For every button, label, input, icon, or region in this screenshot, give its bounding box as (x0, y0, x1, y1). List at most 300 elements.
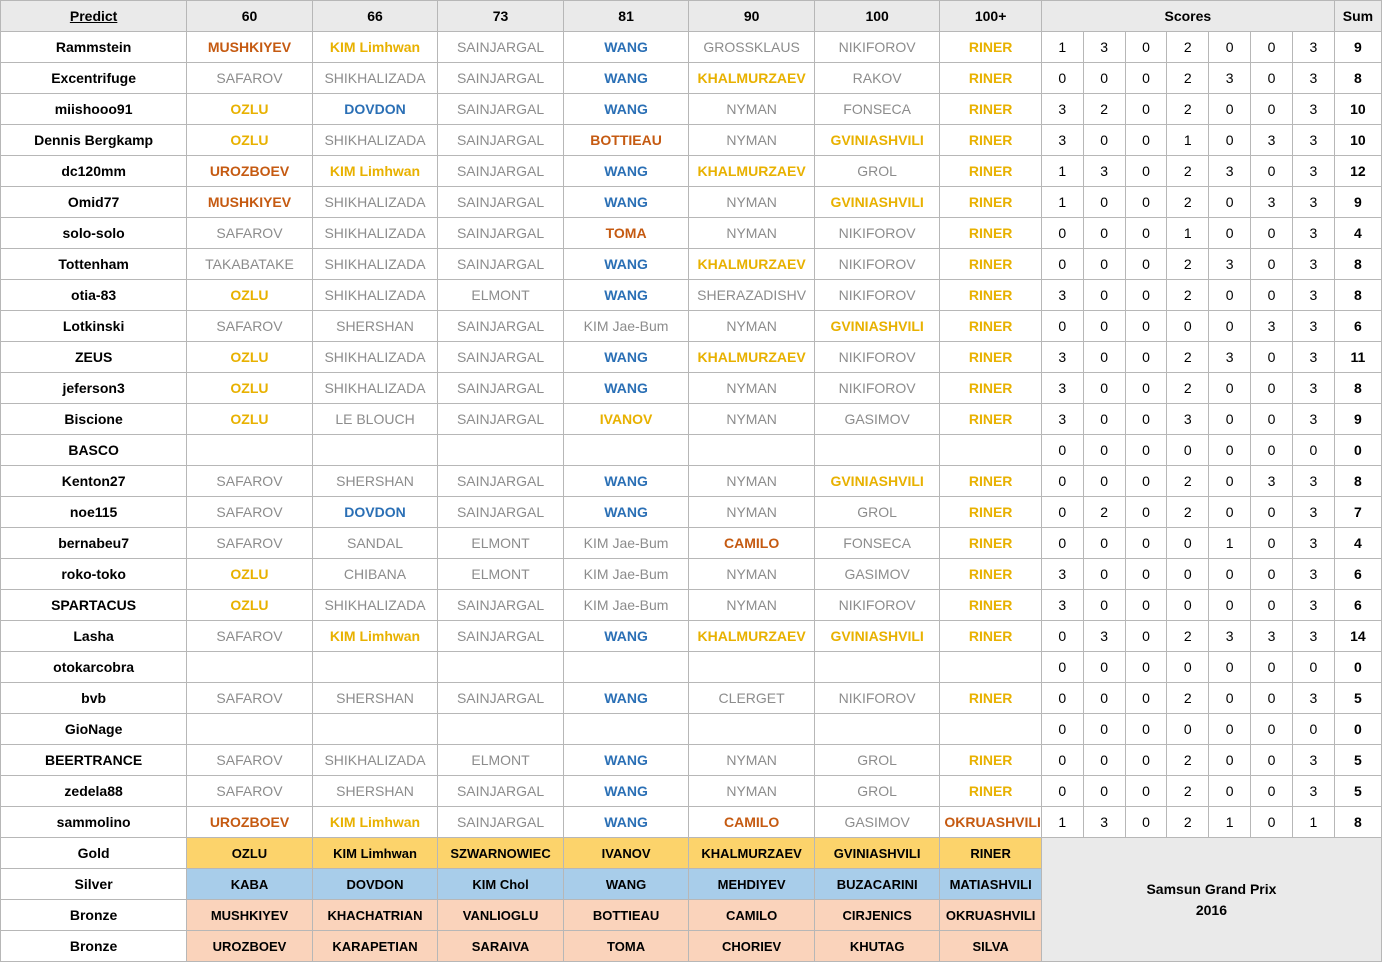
pick-cell: NYMAN (689, 94, 815, 125)
score-cell: 0 (1041, 683, 1083, 714)
score-cell: 1 (1041, 807, 1083, 838)
sum-cell: 10 (1334, 94, 1381, 125)
score-cell: 1 (1209, 528, 1251, 559)
pick-cell: WANG (563, 63, 689, 94)
score-cell: 3 (1292, 342, 1334, 373)
pick-cell: RINER (940, 373, 1041, 404)
table-row (1, 528, 1382, 559)
player-name: Lotkinski (1, 311, 187, 342)
medalist-cell: BOTTIEAU (563, 900, 689, 931)
table-row (1, 32, 1382, 63)
pick-cell: OKRUASHVILI (940, 807, 1041, 838)
pick-cell: ELMONT (438, 745, 564, 776)
score-cell: 0 (1041, 621, 1083, 652)
pick-cell: RINER (940, 528, 1041, 559)
medalist-cell: KABA (187, 869, 313, 900)
pick-cell: RINER (940, 683, 1041, 714)
score-cell: 3 (1041, 373, 1083, 404)
pick-cell: SAINJARGAL (438, 466, 564, 497)
pick-cell (814, 435, 940, 466)
score-cell: 1 (1209, 807, 1251, 838)
pick-cell: RINER (940, 621, 1041, 652)
table-row (1, 621, 1382, 652)
score-cell: 3 (1292, 559, 1334, 590)
score-cell: 0 (1209, 280, 1251, 311)
header-weight-60: 60 (187, 1, 313, 32)
sum-cell: 8 (1334, 466, 1381, 497)
score-cell: 0 (1125, 63, 1167, 94)
player-name: solo-solo (1, 218, 187, 249)
score-cell: 3 (1292, 621, 1334, 652)
score-cell: 0 (1251, 249, 1293, 280)
score-cell: 3 (1292, 404, 1334, 435)
score-cell: 2 (1167, 63, 1209, 94)
header-weight-81: 81 (563, 1, 689, 32)
table-row (1, 590, 1382, 621)
pick-cell: RINER (940, 94, 1041, 125)
header-weight-100: 100 (814, 1, 940, 32)
score-cell: 0 (1125, 125, 1167, 156)
pick-cell: NYMAN (689, 466, 815, 497)
pick-cell (312, 652, 438, 683)
score-cell: 0 (1125, 32, 1167, 63)
player-name: bernabeu7 (1, 528, 187, 559)
medalist-cell: KHALMURZAEV (689, 838, 815, 869)
score-cell: 0 (1292, 435, 1334, 466)
medalist-cell: GVINIASHVILI (814, 838, 940, 869)
score-cell: 3 (1167, 404, 1209, 435)
pick-cell: GROSSKLAUS (689, 32, 815, 63)
table-row (1, 652, 1382, 683)
pick-cell: KHALMURZAEV (689, 621, 815, 652)
header-weight-100plus: 100+ (940, 1, 1041, 32)
pick-cell (689, 435, 815, 466)
score-cell: 2 (1167, 497, 1209, 528)
pick-cell: RINER (940, 218, 1041, 249)
score-cell: 0 (1292, 652, 1334, 683)
pick-cell: MUSHKIYEV (187, 32, 313, 63)
score-cell: 3 (1292, 63, 1334, 94)
player-name: Dennis Bergkamp (1, 125, 187, 156)
pick-cell: SHIKHALIZADA (312, 342, 438, 373)
score-cell: 0 (1167, 652, 1209, 683)
medalist-cell: UROZBOEV (187, 931, 313, 962)
medalist-cell: CIRJENICS (814, 900, 940, 931)
sum-cell: 9 (1334, 32, 1381, 63)
pick-cell: WANG (563, 280, 689, 311)
score-cell: 3 (1292, 249, 1334, 280)
pick-cell: KHALMURZAEV (689, 342, 815, 373)
score-cell: 0 (1209, 652, 1251, 683)
player-name: Lasha (1, 621, 187, 652)
sum-cell: 9 (1334, 404, 1381, 435)
header-sum: Sum (1334, 1, 1381, 32)
sum-cell: 0 (1334, 652, 1381, 683)
score-cell: 0 (1251, 745, 1293, 776)
pick-cell (563, 714, 689, 745)
score-cell: 2 (1167, 342, 1209, 373)
pick-cell: GROL (814, 745, 940, 776)
score-cell: 0 (1209, 435, 1251, 466)
score-cell: 0 (1209, 776, 1251, 807)
score-cell: 0 (1251, 94, 1293, 125)
score-cell: 0 (1083, 63, 1125, 94)
score-cell: 0 (1083, 187, 1125, 218)
medalist-cell: OZLU (187, 838, 313, 869)
pick-cell: SANDAL (312, 528, 438, 559)
score-cell: 3 (1041, 342, 1083, 373)
score-cell: 0 (1083, 125, 1125, 156)
score-cell: 1 (1167, 218, 1209, 249)
score-cell: 0 (1167, 528, 1209, 559)
pick-cell: NIKIFOROV (814, 280, 940, 311)
score-cell: 0 (1041, 652, 1083, 683)
pick-cell: NIKIFOROV (814, 32, 940, 63)
score-cell: 0 (1041, 435, 1083, 466)
pick-cell: SAFAROV (187, 683, 313, 714)
pick-cell: NIKIFOROV (814, 342, 940, 373)
score-cell: 0 (1125, 714, 1167, 745)
pick-cell: SHIKHALIZADA (312, 249, 438, 280)
pick-cell: NYMAN (689, 404, 815, 435)
pick-cell: SAINJARGAL (438, 807, 564, 838)
pick-cell: RINER (940, 280, 1041, 311)
pick-cell: SHIKHALIZADA (312, 373, 438, 404)
pick-cell: SAINJARGAL (438, 32, 564, 63)
pick-cell: KIM Jae-Bum (563, 311, 689, 342)
player-name: roko-toko (1, 559, 187, 590)
score-cell: 3 (1251, 466, 1293, 497)
score-cell: 0 (1041, 714, 1083, 745)
sum-cell: 6 (1334, 311, 1381, 342)
score-cell: 1 (1167, 125, 1209, 156)
pick-cell: WANG (563, 94, 689, 125)
pick-cell: SHIKHALIZADA (312, 125, 438, 156)
score-cell: 0 (1125, 590, 1167, 621)
score-cell: 0 (1125, 187, 1167, 218)
pick-cell: TAKABATAKE (187, 249, 313, 280)
sum-cell: 9 (1334, 187, 1381, 218)
score-cell: 3 (1041, 94, 1083, 125)
pick-cell: SAFAROV (187, 528, 313, 559)
score-cell: 2 (1167, 280, 1209, 311)
score-cell: 0 (1251, 559, 1293, 590)
medalist-cell: SARAIVA (438, 931, 564, 962)
pick-cell: TOMA (563, 218, 689, 249)
score-cell: 3 (1292, 466, 1334, 497)
score-cell: 3 (1292, 125, 1334, 156)
pick-cell: WANG (563, 745, 689, 776)
table-row (1, 94, 1382, 125)
score-cell: 0 (1292, 714, 1334, 745)
pick-cell: SAINJARGAL (438, 373, 564, 404)
pick-cell: UROZBOEV (187, 807, 313, 838)
pick-cell: OZLU (187, 125, 313, 156)
pick-cell: SAINJARGAL (438, 683, 564, 714)
score-cell: 0 (1083, 652, 1125, 683)
pick-cell: RINER (940, 559, 1041, 590)
pick-cell: RINER (940, 311, 1041, 342)
score-cell: 0 (1083, 683, 1125, 714)
score-cell: 3 (1292, 187, 1334, 218)
pick-cell: SAINJARGAL (438, 497, 564, 528)
score-cell: 0 (1041, 776, 1083, 807)
table-row (1, 714, 1382, 745)
pick-cell: KIM Jae-Bum (563, 528, 689, 559)
score-cell: 0 (1251, 63, 1293, 94)
pick-cell: KIM Limhwan (312, 32, 438, 63)
pick-cell: ELMONT (438, 528, 564, 559)
sum-cell: 8 (1334, 373, 1381, 404)
pick-cell: RINER (940, 745, 1041, 776)
pick-cell: RINER (940, 187, 1041, 218)
score-cell: 0 (1041, 311, 1083, 342)
score-cell: 3 (1041, 125, 1083, 156)
pick-cell: SAINJARGAL (438, 94, 564, 125)
score-cell: 0 (1125, 94, 1167, 125)
player-name: GioNage (1, 714, 187, 745)
pick-cell: NYMAN (689, 125, 815, 156)
pick-cell: WANG (563, 156, 689, 187)
score-cell: 0 (1209, 187, 1251, 218)
pick-cell: KIM Limhwan (312, 156, 438, 187)
player-name: ZEUS (1, 342, 187, 373)
score-cell: 0 (1167, 311, 1209, 342)
table-body (1, 32, 1382, 962)
medalist-cell: SILVA (940, 931, 1041, 962)
pick-cell: WANG (563, 497, 689, 528)
pick-cell (312, 714, 438, 745)
score-cell: 0 (1041, 249, 1083, 280)
pick-cell: FONSECA (814, 528, 940, 559)
pick-cell: CHIBANA (312, 559, 438, 590)
medalist-cell: KHUTAG (814, 931, 940, 962)
sum-cell: 5 (1334, 683, 1381, 714)
table-row (1, 218, 1382, 249)
player-name: otokarcobra (1, 652, 187, 683)
score-cell: 0 (1209, 32, 1251, 63)
table-row (1, 187, 1382, 218)
table-row (1, 156, 1382, 187)
score-cell: 0 (1083, 776, 1125, 807)
pick-cell: SAINJARGAL (438, 621, 564, 652)
sum-cell: 11 (1334, 342, 1381, 373)
score-cell: 3 (1292, 373, 1334, 404)
pick-cell: SAINJARGAL (438, 776, 564, 807)
pick-cell: GASIMOV (814, 807, 940, 838)
table-row (1, 683, 1382, 714)
pick-cell (187, 714, 313, 745)
medal-row (1, 838, 1382, 869)
pick-cell: RINER (940, 156, 1041, 187)
score-cell: 0 (1083, 249, 1125, 280)
pick-cell: BOTTIEAU (563, 125, 689, 156)
pick-cell: SHIKHALIZADA (312, 63, 438, 94)
sum-cell: 5 (1334, 745, 1381, 776)
medal-label: Silver (1, 869, 187, 900)
score-cell: 0 (1251, 776, 1293, 807)
score-cell: 3 (1292, 32, 1334, 63)
player-name: jeferson3 (1, 373, 187, 404)
score-cell: 3 (1041, 280, 1083, 311)
table-row (1, 125, 1382, 156)
pick-cell (438, 714, 564, 745)
table-row (1, 497, 1382, 528)
score-cell: 2 (1167, 94, 1209, 125)
pick-cell: RAKOV (814, 63, 940, 94)
event-name: Samsun Grand Prix (1146, 881, 1277, 898)
medalist-cell: KARAPETIAN (312, 931, 438, 962)
medalist-cell: KIM Chol (438, 869, 564, 900)
pick-cell: MUSHKIYEV (187, 187, 313, 218)
score-cell: 0 (1083, 528, 1125, 559)
score-cell: 0 (1083, 280, 1125, 311)
score-cell: 3 (1251, 187, 1293, 218)
pick-cell: GROL (814, 776, 940, 807)
score-cell: 3 (1041, 559, 1083, 590)
table-row (1, 404, 1382, 435)
score-cell: 3 (1292, 218, 1334, 249)
pick-cell: OZLU (187, 404, 313, 435)
sum-cell: 8 (1334, 280, 1381, 311)
pick-cell: WANG (563, 683, 689, 714)
score-cell: 0 (1209, 404, 1251, 435)
header-scores: Scores (1041, 1, 1334, 32)
score-cell: 0 (1125, 528, 1167, 559)
score-cell: 0 (1125, 342, 1167, 373)
pick-cell: WANG (563, 249, 689, 280)
medalist-cell: SZWARNOWIEC (438, 838, 564, 869)
score-cell: 2 (1167, 683, 1209, 714)
pick-cell: RINER (940, 32, 1041, 63)
player-name: noe115 (1, 497, 187, 528)
pick-cell: RINER (940, 342, 1041, 373)
score-cell: 0 (1209, 218, 1251, 249)
sum-cell: 4 (1334, 218, 1381, 249)
score-cell: 2 (1167, 187, 1209, 218)
player-name: zedela88 (1, 776, 187, 807)
pick-cell: SHERSHAN (312, 683, 438, 714)
score-cell: 0 (1125, 466, 1167, 497)
medalist-cell: CAMILO (689, 900, 815, 931)
table-row (1, 63, 1382, 94)
score-cell: 0 (1125, 156, 1167, 187)
pick-cell: NYMAN (689, 559, 815, 590)
score-cell: 0 (1041, 745, 1083, 776)
pick-cell: SAFAROV (187, 621, 313, 652)
medalist-cell: WANG (563, 869, 689, 900)
pick-cell: LE BLOUCH (312, 404, 438, 435)
pick-cell: WANG (563, 373, 689, 404)
score-cell: 0 (1083, 466, 1125, 497)
pick-cell: SAINJARGAL (438, 187, 564, 218)
medalist-cell: DOVDON (312, 869, 438, 900)
pick-cell: OZLU (187, 559, 313, 590)
score-cell: 0 (1209, 683, 1251, 714)
score-cell: 0 (1125, 435, 1167, 466)
pick-cell: RINER (940, 466, 1041, 497)
pick-cell: SAINJARGAL (438, 342, 564, 373)
score-cell: 0 (1167, 559, 1209, 590)
pick-cell: NIKIFOROV (814, 683, 940, 714)
score-cell: 0 (1041, 218, 1083, 249)
pick-cell: RINER (940, 404, 1041, 435)
sum-cell: 8 (1334, 807, 1381, 838)
score-cell: 0 (1209, 590, 1251, 621)
score-cell: 0 (1125, 683, 1167, 714)
pick-cell: SHIKHALIZADA (312, 745, 438, 776)
medalist-cell: MATIASHVILI (940, 869, 1041, 900)
pick-cell: RINER (940, 497, 1041, 528)
score-cell: 3 (1083, 621, 1125, 652)
score-cell: 3 (1292, 94, 1334, 125)
score-cell: 1 (1292, 807, 1334, 838)
player-name: Excentrifuge (1, 63, 187, 94)
header-predict: Predict (1, 1, 187, 32)
pick-cell: WANG (563, 621, 689, 652)
score-cell: 3 (1083, 32, 1125, 63)
score-cell: 0 (1125, 311, 1167, 342)
pick-cell (940, 435, 1041, 466)
sum-cell: 14 (1334, 621, 1381, 652)
medal-label: Bronze (1, 900, 187, 931)
pick-cell: WANG (563, 807, 689, 838)
score-cell: 0 (1209, 745, 1251, 776)
score-cell: 0 (1209, 714, 1251, 745)
player-name: dc120mm (1, 156, 187, 187)
score-cell: 0 (1251, 373, 1293, 404)
player-name: Tottenham (1, 249, 187, 280)
score-cell: 0 (1251, 156, 1293, 187)
score-cell: 0 (1209, 94, 1251, 125)
score-cell: 3 (1083, 156, 1125, 187)
score-cell: 0 (1167, 714, 1209, 745)
score-cell: 0 (1209, 497, 1251, 528)
score-cell: 0 (1041, 466, 1083, 497)
pick-cell: SAINJARGAL (438, 404, 564, 435)
player-name: BEERTRANCE (1, 745, 187, 776)
pick-cell (689, 714, 815, 745)
pick-cell: SAFAROV (187, 63, 313, 94)
score-cell: 0 (1125, 404, 1167, 435)
score-cell: 1 (1041, 156, 1083, 187)
score-cell: 0 (1083, 311, 1125, 342)
score-cell: 0 (1209, 559, 1251, 590)
score-cell: 1 (1041, 187, 1083, 218)
sum-cell: 12 (1334, 156, 1381, 187)
score-cell: 0 (1125, 218, 1167, 249)
pick-cell (563, 652, 689, 683)
pick-cell: RINER (940, 63, 1041, 94)
pick-cell: GVINIASHVILI (814, 621, 940, 652)
pick-cell: NIKIFOROV (814, 373, 940, 404)
pick-cell (940, 714, 1041, 745)
pick-cell: SHERSHAN (312, 776, 438, 807)
pick-cell: WANG (563, 342, 689, 373)
score-cell: 1 (1041, 32, 1083, 63)
score-cell: 3 (1292, 528, 1334, 559)
medalist-cell: TOMA (563, 931, 689, 962)
score-cell: 2 (1167, 466, 1209, 497)
pick-cell: NIKIFOROV (814, 590, 940, 621)
pick-cell: ELMONT (438, 559, 564, 590)
score-cell: 3 (1292, 156, 1334, 187)
score-cell: 0 (1251, 218, 1293, 249)
pick-cell: UROZBOEV (187, 156, 313, 187)
player-name: SPARTACUS (1, 590, 187, 621)
pick-cell (312, 435, 438, 466)
score-cell: 2 (1167, 156, 1209, 187)
